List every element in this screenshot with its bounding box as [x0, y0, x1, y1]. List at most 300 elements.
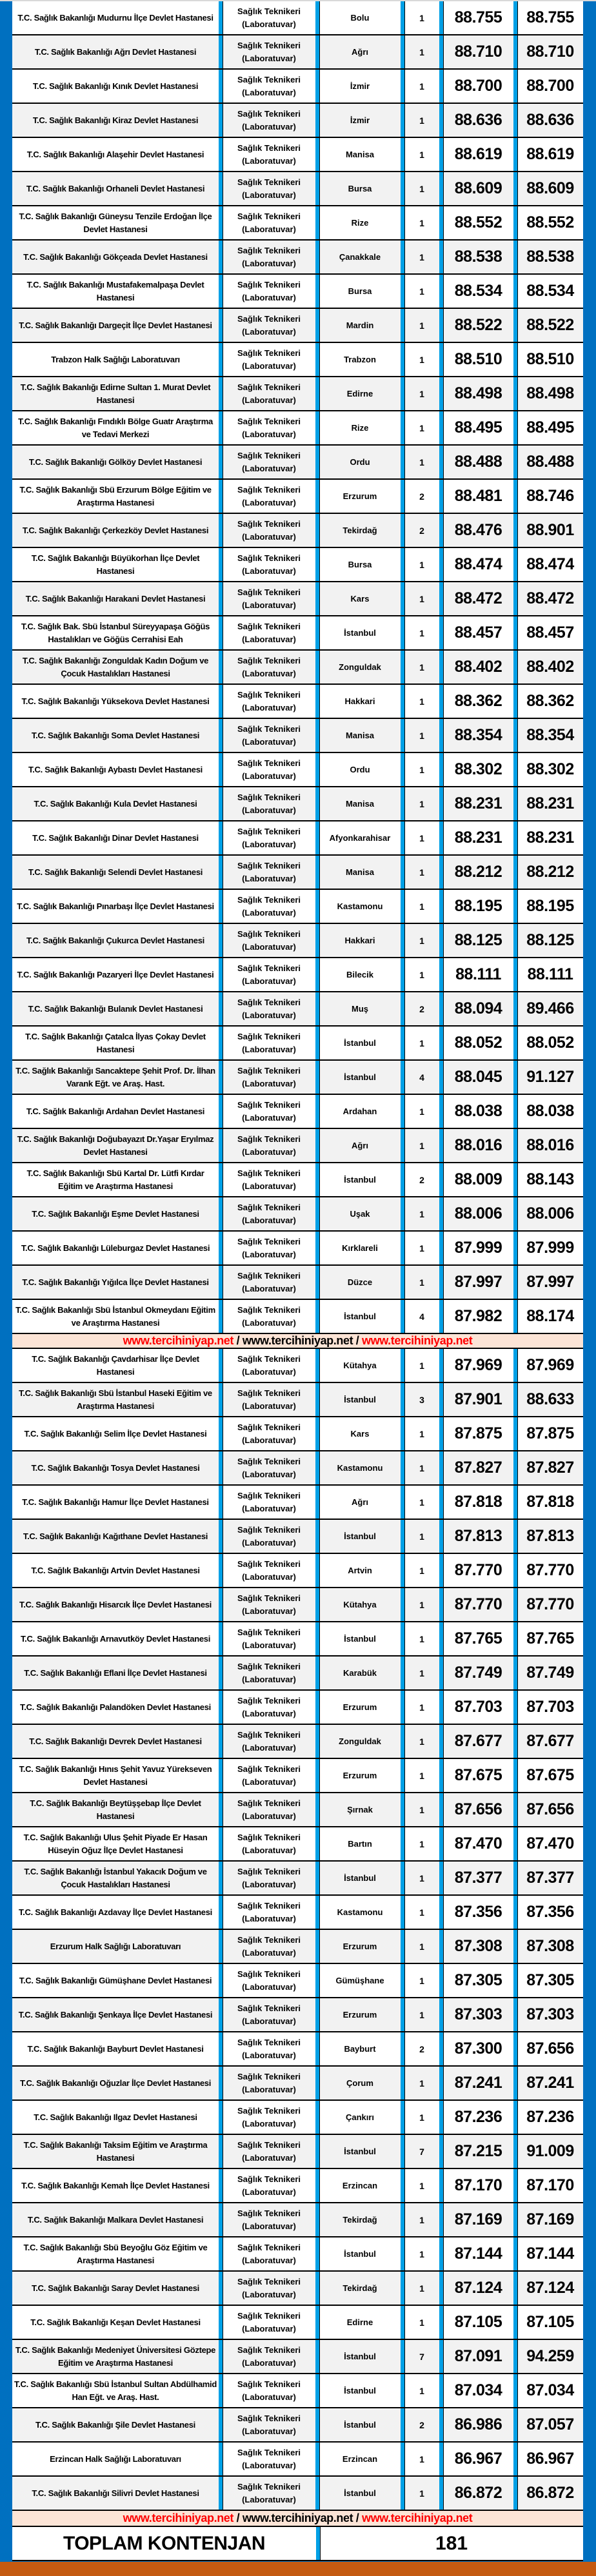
hospital-name: T.C. Sağlık Bakanlığı Tosya Devlet Hastanesi [31, 1462, 200, 1473]
max-score: 86.872 [513, 2477, 583, 2510]
program-name: Sağlık Teknikeri (Laboratuvar) [219, 1725, 315, 1758]
max-score: 88.534 [513, 275, 583, 308]
program-name: Sağlık Teknikeri (Laboratuvar) [219, 1622, 315, 1655]
quota: 1 [401, 1657, 439, 1689]
min-score: 88.495 [439, 411, 513, 444]
city: Şırnak [315, 1793, 401, 1826]
hospital-name: T.C. Sağlık Bakanlığı Orhaneli Devlet Hastanesi [26, 183, 205, 193]
hospital-name: T.C. Sağlık Bakanlığı Oğuzlar İlçe Devlet Hastanesi [19, 2078, 212, 2088]
city: İstanbul [315, 2477, 401, 2510]
hospital-name: T.C. Sağlık Bakanlığı Gölköy Devlet Hastanesi [28, 457, 203, 467]
quota: 1 [401, 548, 439, 581]
table-row [12, 787, 583, 821]
table-row [12, 1964, 583, 1998]
hospital-name: T.C. Sağlık Bakanlığı Silivri Devlet Hastanesi [32, 2488, 199, 2498]
table-row [12, 1827, 583, 1862]
city: Ağrı [315, 35, 401, 68]
program-name: Sağlık Teknikeri (Laboratuvar) [219, 1451, 315, 1484]
min-score: 87.169 [439, 2203, 513, 2236]
table-row [12, 1657, 583, 1691]
watermark-separator: / [233, 1334, 243, 1347]
watermark-row-2 [12, 2511, 583, 2527]
program-name: Sağlık Teknikeri (Laboratuvar) [219, 514, 315, 547]
max-score: 88.498 [513, 377, 583, 410]
program-name: Sağlık Teknikeri (Laboratuvar) [219, 2306, 315, 2339]
max-score: 91.009 [513, 2135, 583, 2168]
city: Hakkari [315, 685, 401, 718]
quota: 1 [401, 35, 439, 68]
program-name: Sağlık Teknikeri (Laboratuvar) [219, 1197, 315, 1230]
quota: 1 [401, 2169, 439, 2202]
table-row [12, 343, 583, 377]
program-name: Sağlık Teknikeri (Laboratuvar) [219, 2067, 315, 2099]
max-score: 88.212 [513, 856, 583, 889]
program-name: Sağlık Teknikeri (Laboratuvar) [219, 1998, 315, 2031]
max-score: 87.105 [513, 2306, 583, 2339]
max-score: 87.034 [513, 2374, 583, 2407]
table-row [12, 241, 583, 275]
max-score: 88.195 [513, 890, 583, 923]
min-score: 87.703 [439, 1691, 513, 1724]
city: İzmir [315, 104, 401, 137]
quota: 1 [401, 1349, 439, 1382]
table-row [12, 1027, 583, 1061]
program-name: Sağlık Teknikeri (Laboratuvar) [219, 1964, 315, 1997]
table-row [12, 1061, 583, 1095]
hospital-name: T.C. Sağlık Bakanlığı Sbü İstanbul Haseki Eğitim ve Araştırma Hastanesi [19, 1388, 212, 1411]
watermark-link[interactable]: www.tercihiniyap.net [242, 1334, 353, 1347]
city: Çankırı [315, 2101, 401, 2134]
table-row [12, 446, 583, 480]
hospital-name: T.C. Sağlık Bakanlığı Bayburt Devlet Hastanesi [27, 2043, 204, 2054]
quota: 1 [401, 890, 439, 923]
table-row [12, 548, 583, 582]
min-score: 87.827 [439, 1451, 513, 1484]
quota: 1 [401, 2203, 439, 2236]
city: Trabzon [315, 343, 401, 376]
quota: 1 [401, 1486, 439, 1519]
min-score: 87.241 [439, 2067, 513, 2099]
program-name: Sağlık Teknikeri (Laboratuvar) [219, 1930, 315, 1963]
program-name: Sağlık Teknikeri (Laboratuvar) [219, 35, 315, 68]
min-score: 88.362 [439, 685, 513, 718]
quota: 7 [401, 2340, 439, 2373]
watermark-link[interactable]: www.tercihiniyap.net [123, 2512, 233, 2524]
city: Bayburt [315, 2032, 401, 2065]
program-name: Sağlık Teknikeri (Laboratuvar) [219, 2443, 315, 2475]
program-name: Sağlık Teknikeri (Laboratuvar) [219, 1266, 315, 1299]
hospital-name: T.C. Sağlık Bakanlığı Yığılca İlçe Devlet Hastanesi [22, 1277, 209, 1287]
min-score: 87.675 [439, 1759, 513, 1792]
max-score: 88.901 [513, 514, 583, 547]
program-name: Sağlık Teknikeri (Laboratuvar) [219, 1896, 315, 1929]
quota: 1 [401, 1930, 439, 1963]
max-score: 87.656 [513, 2032, 583, 2065]
program-name: Sağlık Teknikeri (Laboratuvar) [219, 138, 315, 171]
watermark-link[interactable]: www.tercihiniyap.net [242, 2512, 353, 2524]
max-score: 94.259 [513, 2340, 583, 2373]
table-row [12, 890, 583, 924]
min-score: 88.522 [439, 309, 513, 342]
quota: 1 [401, 1232, 439, 1264]
table-row [12, 1095, 583, 1129]
hospital-name: T.C. Sağlık Bakanlığı Sbü İstanbul Sultan Abdülhamid Han Eğt. ve Araş. Hast. [14, 2379, 217, 2402]
min-score: 88.402 [439, 651, 513, 683]
max-score: 87.303 [513, 1998, 583, 2031]
program-name: Sağlık Teknikeri (Laboratuvar) [219, 1232, 315, 1264]
table-row [12, 70, 583, 104]
hospital-name: Erzurum Halk Sağlığı Laboratuvarı [50, 1941, 181, 1951]
watermark-separator: / [353, 2512, 362, 2524]
program-name: Sağlık Teknikeri (Laboratuvar) [219, 1862, 315, 1894]
quota: 4 [401, 1061, 439, 1094]
table-row [12, 1759, 583, 1793]
program-name: Sağlık Teknikeri (Laboratuvar) [219, 924, 315, 957]
hospital-name: T.C. Sağlık Bakanlığı Medeniyet Üniversitesi Göztepe Eğitim ve Araştırma Hastanesi [15, 2345, 216, 2368]
table-row [12, 651, 583, 685]
table-row [12, 1793, 583, 1827]
city: İstanbul [315, 1622, 401, 1655]
table-row [12, 1896, 583, 1930]
min-score: 88.534 [439, 275, 513, 308]
min-score: 87.813 [439, 1520, 513, 1553]
min-score: 88.052 [439, 1027, 513, 1059]
city: Ordu [315, 446, 401, 478]
max-score: 87.241 [513, 2067, 583, 2099]
max-score: 87.997 [513, 1266, 583, 1299]
total-row [12, 2527, 583, 2561]
watermark-separator: / [353, 1334, 362, 1347]
table-row [12, 1129, 583, 1163]
quota: 2 [401, 514, 439, 547]
max-score: 88.495 [513, 411, 583, 444]
city: Rize [315, 411, 401, 444]
min-score: 87.997 [439, 1266, 513, 1299]
max-score: 88.538 [513, 241, 583, 273]
quota: 1 [401, 1725, 439, 1758]
hospital-name: T.C. Sağlık Bakanlığı Ağrı Devlet Hastanesi [34, 46, 197, 57]
city: Ardahan [315, 1095, 401, 1128]
city: İstanbul [315, 1027, 401, 1059]
hospital-name: T.C. Sağlık Bakanlığı Ulus Şehit Piyade Er Hasan Hüseyin Oğuz İlçe Devlet Hastanesi [23, 1832, 208, 1855]
program-name: Sağlık Teknikeri (Laboratuvar) [219, 480, 315, 513]
max-score: 88.052 [513, 1027, 583, 1059]
quota: 1 [401, 1266, 439, 1299]
table-row [12, 1520, 583, 1554]
program-name: Sağlık Teknikeri (Laboratuvar) [219, 2272, 315, 2305]
table-row [12, 1197, 583, 1232]
max-score: 87.236 [513, 2101, 583, 2134]
hospital-name: T.C. Sağlık Bakanlığı Fındıklı Bölge Guatr Araştırma ve Tedavi Merkezi [18, 416, 213, 439]
city: Manisa [315, 719, 401, 752]
table-row [12, 924, 583, 958]
max-score: 88.354 [513, 719, 583, 752]
city: Edirne [315, 2306, 401, 2339]
watermark-link[interactable]: www.tercihiniyap.net [123, 1334, 233, 1347]
max-score: 87.356 [513, 1896, 583, 1929]
quota: 2 [401, 2032, 439, 2065]
watermark-link[interactable]: www.tercihiniyap.net [362, 1334, 473, 1347]
max-score: 87.749 [513, 1657, 583, 1689]
quota: 1 [401, 1520, 439, 1553]
program-name: Sağlık Teknikeri (Laboratuvar) [219, 2374, 315, 2407]
quota: 1 [401, 1998, 439, 2031]
program-name: Sağlık Teknikeri (Laboratuvar) [219, 1827, 315, 1860]
program-name: Sağlık Teknikeri (Laboratuvar) [219, 1061, 315, 1094]
hospital-name: T.C. Sağlık Bakanlığı Mudurnu İlçe Devlet Hastanesi [17, 12, 214, 23]
quota: 1 [401, 1095, 439, 1128]
quota: 1 [401, 1691, 439, 1724]
quota: 1 [401, 70, 439, 103]
min-score: 88.006 [439, 1197, 513, 1230]
table-row [12, 1588, 583, 1622]
table-row [12, 582, 583, 616]
city: Gümüşhane [315, 1964, 401, 1997]
program-name: Sağlık Teknikeri (Laboratuvar) [219, 1486, 315, 1519]
hospital-name: T.C. Sağlık Bakanlığı Edirne Sultan 1. Murat Devlet Hastanesi [20, 382, 211, 405]
table-row [12, 2374, 583, 2408]
quota: 1 [401, 685, 439, 718]
hospital-name: T.C. Sağlık Bakanlığı Çerkezköy Devlet Hastanesi [22, 525, 209, 535]
city: Erzurum [315, 480, 401, 513]
min-score: 87.982 [439, 1300, 513, 1333]
max-score: 87.675 [513, 1759, 583, 1792]
hospital-name: T.C. Sağlık Bakanlığı Saray Devlet Hastanesi [32, 2283, 199, 2293]
min-score: 87.656 [439, 1793, 513, 1826]
min-score: 88.488 [439, 446, 513, 478]
quota: 1 [401, 1554, 439, 1587]
program-name: Sağlık Teknikeri (Laboratuvar) [219, 2340, 315, 2373]
program-name: Sağlık Teknikeri (Laboratuvar) [219, 821, 315, 854]
quota: 1 [401, 2306, 439, 2339]
min-score: 88.195 [439, 890, 513, 923]
hospital-name: T.C. Sağlık Bakanlığı Palandöken Devlet Hastanesi [20, 1702, 211, 1712]
hospital-name: T.C. Sağlık Bakanlığı Aybastı Devlet Hastanesi [28, 764, 203, 774]
watermark-link[interactable]: www.tercihiniyap.net [362, 2512, 473, 2524]
hospital-name: T.C. Sağlık Bakanlığı Malkara Devlet Hastanesi [27, 2214, 204, 2225]
max-score: 87.813 [513, 1520, 583, 1553]
program-name: Sağlık Teknikeri (Laboratuvar) [219, 377, 315, 410]
program-name: Sağlık Teknikeri (Laboratuvar) [219, 206, 315, 239]
max-score: 88.125 [513, 924, 583, 957]
program-name: Sağlık Teknikeri (Laboratuvar) [219, 582, 315, 615]
hospital-name: T.C. Sağlık Bakanlığı Kemah İlçe Devlet Hastanesi [21, 2180, 210, 2190]
quota: 1 [401, 651, 439, 683]
hospital-name: T.C. Sağlık Bakanlığı Eflani İlçe Devlet Hastanesi [24, 1667, 207, 1678]
min-score: 87.308 [439, 1930, 513, 1963]
max-score: 87.656 [513, 1793, 583, 1826]
min-score: 88.302 [439, 753, 513, 786]
city: Rize [315, 206, 401, 239]
table-row [12, 2408, 583, 2443]
city: Erzurum [315, 1930, 401, 1963]
table-row [12, 1232, 583, 1266]
hospital-name: T.C. Sağlık Bakanlığı Hınıs Şehit Yavuz Yürekseven Devlet Hastanesi [19, 1764, 212, 1787]
table-row [12, 275, 583, 309]
hospital-name: T.C. Sağlık Bakanlığı Alaşehir Devlet Hastanesi [26, 149, 204, 159]
quota: 1 [401, 309, 439, 342]
min-score: 87.677 [439, 1725, 513, 1758]
hospital-name: T.C. Sağlık Bakanlığı Kula Devlet Hastanesi [34, 798, 197, 809]
program-name: Sağlık Teknikeri (Laboratuvar) [219, 1520, 315, 1553]
city: İstanbul [315, 1163, 401, 1196]
hospital-name: T.C. Sağlık Bakanlığı Beytüşşebap İlçe Devlet Hastanesi [30, 1798, 201, 1821]
table-row [12, 685, 583, 719]
table-row [12, 377, 583, 411]
city: Kütahya [315, 1349, 401, 1382]
max-score: 87.308 [513, 1930, 583, 1963]
min-score: 88.474 [439, 548, 513, 581]
min-score: 88.009 [439, 1163, 513, 1196]
bottom-band [0, 2562, 596, 2576]
city: Afyonkarahisar [315, 821, 401, 854]
table-row [12, 2306, 583, 2340]
table-row [12, 1163, 583, 1197]
table-row [12, 172, 583, 206]
hospital-name: T.C. Sağlık Bakanlığı Sancaktepe Şehit Prof. Dr. İlhan Varank Eğt. ve Araş. Hast. [15, 1065, 215, 1088]
quota: 1 [401, 172, 439, 205]
program-name: Sağlık Teknikeri (Laboratuvar) [219, 1691, 315, 1724]
quota: 1 [401, 1588, 439, 1621]
min-score: 87.969 [439, 1349, 513, 1382]
program-name: Sağlık Teknikeri (Laboratuvar) [219, 1027, 315, 1059]
quota: 1 [401, 1896, 439, 1929]
min-score: 86.872 [439, 2477, 513, 2510]
quota: 1 [401, 1759, 439, 1792]
hospital-name: T.C. Sağlık Bakanlığı Sbü Erzurum Bölge Eğitim ve Araştırma Hastanesi [19, 484, 212, 507]
city: Kırklareli [315, 1232, 401, 1264]
table-row [12, 2477, 583, 2511]
max-score: 87.377 [513, 1862, 583, 1894]
quota: 1 [401, 924, 439, 957]
program-name: Sağlık Teknikeri (Laboratuvar) [219, 856, 315, 889]
program-name: Sağlık Teknikeri (Laboratuvar) [219, 1554, 315, 1587]
min-score: 88.094 [439, 992, 513, 1025]
table-row [12, 1554, 583, 1588]
table-row [12, 1266, 583, 1300]
program-name: Sağlık Teknikeri (Laboratuvar) [219, 1588, 315, 1621]
table-row [12, 719, 583, 753]
hospital-name: T.C. Sağlık Bakanlığı Şile Devlet Hastanesi [35, 2419, 195, 2430]
quota: 1 [401, 377, 439, 410]
quota: 1 [401, 958, 439, 991]
city: Kastamonu [315, 890, 401, 923]
hospital-name: T.C. Sağlık Bakanlığı Şenkaya İlçe Devlet Hastanesi [18, 2009, 213, 2020]
min-score: 87.818 [439, 1486, 513, 1519]
city: İstanbul [315, 1383, 401, 1416]
quota: 1 [401, 2101, 439, 2134]
program-name: Sağlık Teknikeri (Laboratuvar) [219, 1, 315, 34]
city: İstanbul [315, 2374, 401, 2407]
hospital-name: T.C. Sağlık Bakanlığı Devrek Devlet Hastanesi [29, 1736, 202, 1746]
hospital-name: T.C. Sağlık Bakanlığı Soma Devlet Hastanesi [31, 730, 200, 740]
city: Erzincan [315, 2443, 401, 2475]
quota: 4 [401, 1300, 439, 1333]
table-row [12, 1622, 583, 1657]
max-score: 88.746 [513, 480, 583, 513]
city: Kars [315, 582, 401, 615]
hospital-name: T.C. Sağlık Bakanlığı Büyükorhan İlçe Devlet Hastanesi [31, 553, 200, 576]
hospital-name: T.C. Sağlık Bakanlığı Lüleburgaz Devlet Hastanesi [21, 1243, 210, 1253]
table-body-part-2 [12, 1349, 583, 2511]
city: İstanbul [315, 1520, 401, 1553]
quota: 1 [401, 1827, 439, 1860]
program-name: Sağlık Teknikeri (Laboratuvar) [219, 2203, 315, 2236]
min-score: 87.305 [439, 1964, 513, 1997]
min-score: 87.034 [439, 2374, 513, 2407]
watermark-separator: / [233, 2512, 243, 2524]
program-name: Sağlık Teknikeri (Laboratuvar) [219, 241, 315, 273]
max-score: 88.302 [513, 753, 583, 786]
program-name: Sağlık Teknikeri (Laboratuvar) [219, 992, 315, 1025]
program-name: Sağlık Teknikeri (Laboratuvar) [219, 1383, 315, 1416]
hospital-name: T.C. Sağlık Bakanlığı Sbü Beyoğlu Göz Eğitim ve Araştırma Hastanesi [23, 2242, 208, 2265]
min-score: 87.215 [439, 2135, 513, 2168]
quota: 1 [401, 1622, 439, 1655]
max-score: 87.144 [513, 2237, 583, 2270]
city: İstanbul [315, 2237, 401, 2270]
city: Hakkari [315, 924, 401, 957]
program-name: Sağlık Teknikeri (Laboratuvar) [219, 1657, 315, 1689]
program-name: Sağlık Teknikeri (Laboratuvar) [219, 719, 315, 752]
table-row [12, 2067, 583, 2101]
program-name: Sağlık Teknikeri (Laboratuvar) [219, 446, 315, 478]
table-row [12, 138, 583, 172]
min-score: 88.038 [439, 1095, 513, 1128]
city: Zonguldak [315, 1725, 401, 1758]
min-score: 87.875 [439, 1417, 513, 1450]
program-name: Sağlık Teknikeri (Laboratuvar) [219, 172, 315, 205]
hospital-name: T.C. Sağlık Bakanlığı Güneysu Tenzile Erdoğan İlçe Devlet Hastanesi [19, 211, 212, 234]
city: Bursa [315, 172, 401, 205]
max-score: 87.818 [513, 1486, 583, 1519]
city: Bartın [315, 1827, 401, 1860]
max-score: 89.466 [513, 992, 583, 1025]
table-row [12, 1486, 583, 1520]
table-row [12, 411, 583, 446]
min-score: 88.016 [439, 1129, 513, 1162]
min-score: 87.770 [439, 1554, 513, 1587]
hospital-name: T.C. Sağlık Bak. Sbü İstanbul Süreyyapaşa Göğüs Hastalıkları ve Göğüs Cerrahisi Eah [21, 621, 210, 644]
city: İstanbul [315, 2408, 401, 2441]
min-score: 88.212 [439, 856, 513, 889]
quota: 1 [401, 821, 439, 854]
quota: 3 [401, 1383, 439, 1416]
quota: 1 [401, 1, 439, 34]
max-score: 87.770 [513, 1588, 583, 1621]
table-row [12, 1, 583, 35]
quota: 2 [401, 2408, 439, 2441]
city: Çanakkale [315, 241, 401, 273]
hospital-name: Erzincan Halk Sağlığı Laboratuvarı [50, 2453, 181, 2464]
max-score: 88.006 [513, 1197, 583, 1230]
max-score: 87.999 [513, 1232, 583, 1264]
hospital-name: T.C. Sağlık Bakanlığı Azdavay İlçe Devlet Hastanesi [19, 1907, 212, 1917]
city: Kars [315, 1417, 401, 1450]
min-score: 88.045 [439, 1061, 513, 1094]
city: Edirne [315, 377, 401, 410]
min-score: 87.770 [439, 1588, 513, 1621]
city: Karabük [315, 1657, 401, 1689]
min-score: 88.354 [439, 719, 513, 752]
hospital-name: T.C. Sağlık Bakanlığı Pazaryeri İlçe Devlet Hastanesi [17, 969, 214, 979]
city: Erzurum [315, 1691, 401, 1724]
table-row [12, 2443, 583, 2477]
hospital-name: T.C. Sağlık Bakanlığı Mustafakemalpaşa Devlet Hastanesi [26, 279, 204, 302]
max-score: 88.402 [513, 651, 583, 683]
quota: 1 [401, 1417, 439, 1450]
table-row [12, 1383, 583, 1417]
